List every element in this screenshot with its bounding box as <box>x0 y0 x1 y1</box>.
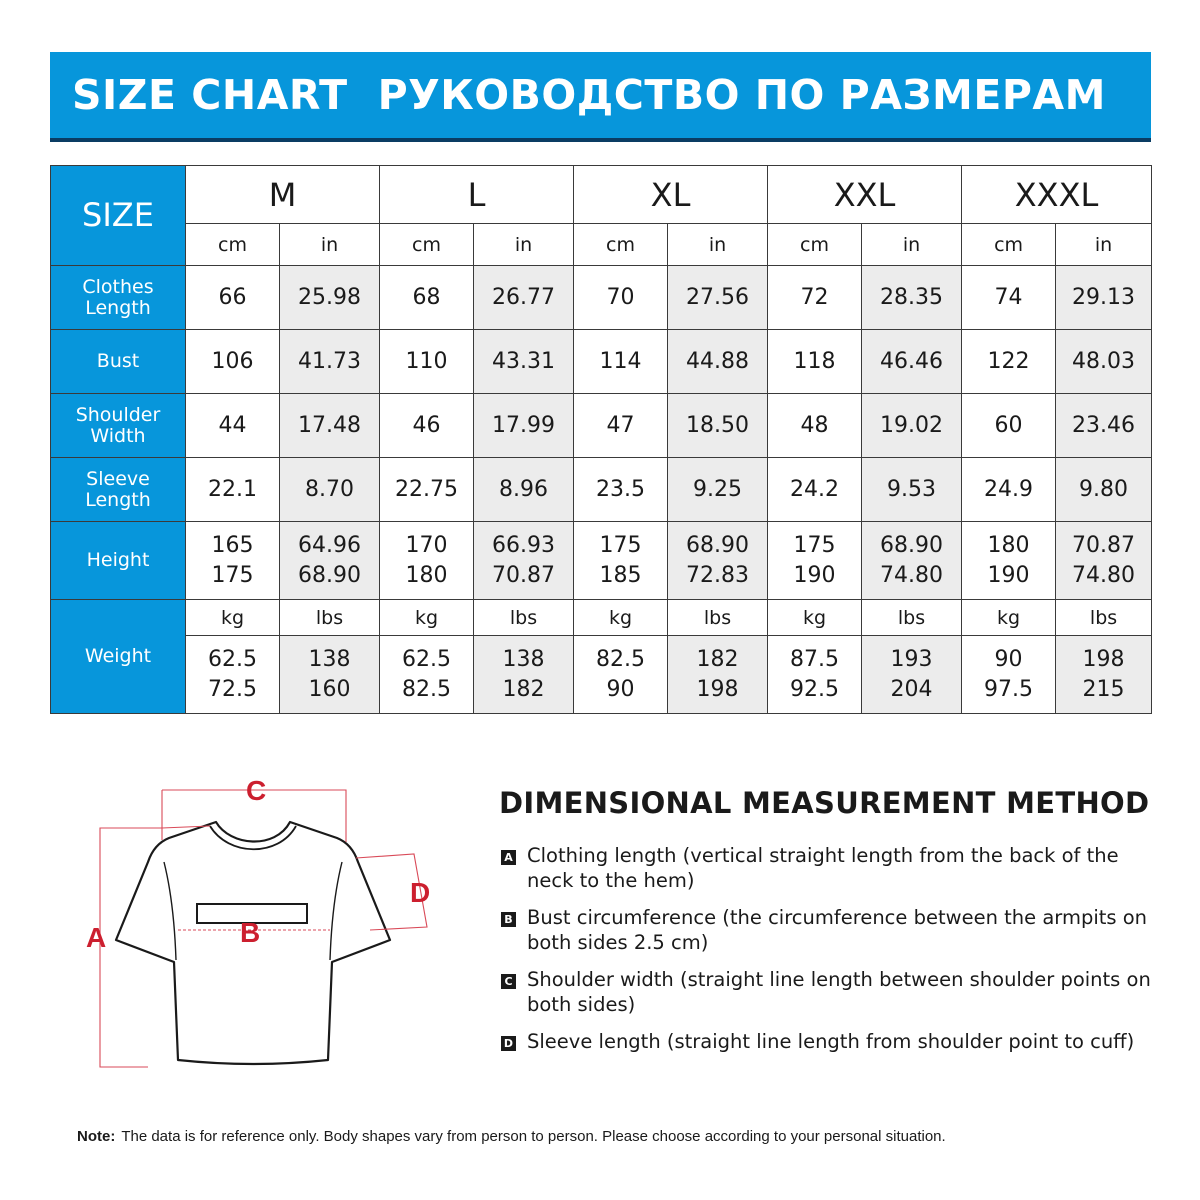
range-max: 215 <box>1082 676 1125 702</box>
row-label: Clothes Length <box>51 266 186 330</box>
value-cell: 19.02 <box>862 394 962 458</box>
range-max: 74.80 <box>880 562 944 588</box>
range-max: 182 <box>502 676 545 702</box>
value-cell: 48 <box>768 394 862 458</box>
range-max: 82.5 <box>402 676 451 702</box>
value-cell: 23.46 <box>1056 394 1152 458</box>
label-b: B <box>240 917 261 948</box>
range-min: 82.5 <box>596 646 646 672</box>
weight-range-cell <box>474 636 574 714</box>
height-range-cell <box>280 522 380 600</box>
range-max: 180 <box>405 562 448 588</box>
value-cell: 9.80 <box>1056 458 1152 522</box>
value-cell: 60 <box>962 394 1056 458</box>
value-cell: 17.48 <box>280 394 380 458</box>
height-range-cell <box>862 522 962 600</box>
method-item-b <box>501 905 1151 955</box>
range-min: 165 <box>211 532 254 558</box>
value-cell: 66 <box>186 266 280 330</box>
range-min: 66.93 <box>492 532 556 558</box>
range-max: 185 <box>599 562 642 588</box>
height-range-cell <box>768 522 862 600</box>
range-min: 64.96 <box>298 532 361 558</box>
height-range-cell <box>474 522 574 600</box>
value-cell: 110 <box>380 330 474 394</box>
label-d: D <box>410 877 431 908</box>
badge-b: B <box>501 912 516 927</box>
value-cell: 9.53 <box>862 458 962 522</box>
unit-cell: kg <box>380 600 474 636</box>
unit-cell: kg <box>186 600 280 636</box>
value-cell: 68 <box>380 266 474 330</box>
label-c: C <box>246 775 267 806</box>
height-range-cell <box>962 522 1056 600</box>
range-min: 87.5 <box>790 646 840 672</box>
unit-cell: lbs <box>668 600 768 636</box>
size-table <box>50 165 1152 714</box>
method-item-a <box>501 843 1151 893</box>
range-min: 68.90 <box>880 532 944 558</box>
unit-cell: lbs <box>280 600 380 636</box>
range-max: 92.5 <box>790 676 840 702</box>
height-row <box>51 522 1152 600</box>
tshirt-diagram <box>70 770 460 1090</box>
size-xxl: XXL <box>768 166 962 224</box>
row-label: Bust <box>51 330 186 394</box>
size-m: M <box>186 166 380 224</box>
weight-range-cell <box>1056 636 1152 714</box>
note-text: The data is for reference only. Body shapes vary from person to person. Please choose according to your personal situation. <box>121 1128 946 1145</box>
badge-d: D <box>501 1036 516 1051</box>
range-max: 190 <box>987 562 1030 588</box>
row-label: Shoulder Width <box>51 394 186 458</box>
range-min: 198 <box>1082 646 1125 672</box>
range-min: 68.90 <box>686 532 750 558</box>
range-min: 180 <box>987 532 1030 558</box>
height-range-cell <box>574 522 668 600</box>
value-cell: 43.31 <box>474 330 574 394</box>
range-min: 182 <box>696 646 739 672</box>
title-banner <box>50 52 1151 142</box>
value-cell: 23.5 <box>574 458 668 522</box>
unit-cell: in <box>1056 224 1152 266</box>
size-header-row <box>51 166 1152 224</box>
range-min: 170 <box>405 532 448 558</box>
title-russian: РУКОВОДСТВО ПО РАЗМЕРАМ <box>377 71 1106 119</box>
unit-cell: cm <box>186 224 280 266</box>
value-cell: 22.75 <box>380 458 474 522</box>
value-cell: 9.25 <box>668 458 768 522</box>
value-cell: 72 <box>768 266 862 330</box>
unit-cell: kg <box>962 600 1056 636</box>
range-max: 160 <box>308 676 351 702</box>
row-label-weight: Weight <box>51 600 186 714</box>
weight-range-cell <box>574 636 668 714</box>
method-item-d <box>501 1029 1151 1054</box>
value-cell: 122 <box>962 330 1056 394</box>
badge-a: A <box>501 850 516 865</box>
range-max: 90 <box>606 676 635 702</box>
value-cell: 47 <box>574 394 668 458</box>
unit-cell: in <box>280 224 380 266</box>
weight-range-cell <box>668 636 768 714</box>
range-min: 70.87 <box>1072 532 1136 558</box>
value-cell: 41.73 <box>280 330 380 394</box>
range-max: 204 <box>890 676 933 702</box>
value-cell: 46.46 <box>862 330 962 394</box>
unit-cell: cm <box>574 224 668 266</box>
unit-cell: kg <box>768 600 862 636</box>
measurement-row <box>51 458 1152 522</box>
range-max: 97.5 <box>984 676 1034 702</box>
range-max: 72.83 <box>686 562 750 588</box>
height-range-cell <box>186 522 280 600</box>
range-min: 175 <box>599 532 642 558</box>
range-min: 138 <box>308 646 351 672</box>
range-max: 74.80 <box>1072 562 1136 588</box>
height-range-cell <box>380 522 474 600</box>
method-text-a: Clothing length (vertical straight length from the back of the neck to the hem) <box>527 844 1119 892</box>
height-range-cell <box>1056 522 1152 600</box>
method-text-d: Sleeve length (straight line length from shoulder point to cuff) <box>527 1030 1135 1053</box>
unit-cell: cm <box>380 224 474 266</box>
value-cell: 46 <box>380 394 474 458</box>
unit-cell: in <box>474 224 574 266</box>
measurement-row <box>51 394 1152 458</box>
range-min: 175 <box>793 532 836 558</box>
weight-range-cell <box>380 636 474 714</box>
value-cell: 8.96 <box>474 458 574 522</box>
value-cell: 26.77 <box>474 266 574 330</box>
range-max: 175 <box>211 562 254 588</box>
value-cell: 114 <box>574 330 668 394</box>
method-text-c: Shoulder width (straight line length between shoulder points on both sides) <box>527 968 1151 1016</box>
value-cell: 48.03 <box>1056 330 1152 394</box>
range-max: 72.5 <box>208 676 257 702</box>
value-cell: 22.1 <box>186 458 280 522</box>
value-cell: 106 <box>186 330 280 394</box>
range-min: 62.5 <box>402 646 451 672</box>
method-list <box>501 843 1151 1066</box>
value-cell: 28.35 <box>862 266 962 330</box>
weight-range-cell <box>186 636 280 714</box>
value-cell: 44 <box>186 394 280 458</box>
unit-cell: lbs <box>474 600 574 636</box>
row-label-height: Height <box>51 522 186 600</box>
range-max: 198 <box>696 676 739 702</box>
value-cell: 74 <box>962 266 1056 330</box>
range-max: 190 <box>793 562 836 588</box>
row-label: Sleeve Length <box>51 458 186 522</box>
badge-c: C <box>501 974 516 989</box>
range-max: 70.87 <box>492 562 556 588</box>
size-label: SIZE <box>51 166 186 266</box>
weight-range-cell <box>962 636 1056 714</box>
value-cell: 44.88 <box>668 330 768 394</box>
method-text-b: Bust circumference (the circumference between the armpits on both sides 2.5 cm) <box>527 906 1148 954</box>
measurement-row <box>51 266 1152 330</box>
note-label: Note: <box>77 1128 116 1145</box>
unit-cell: cm <box>962 224 1056 266</box>
size-xxxl: XXXL <box>962 166 1152 224</box>
range-max: 68.90 <box>298 562 361 588</box>
range-min: 193 <box>890 646 933 672</box>
value-cell: 27.56 <box>668 266 768 330</box>
value-cell: 24.9 <box>962 458 1056 522</box>
height-range-cell <box>668 522 768 600</box>
label-a: A <box>86 922 107 953</box>
weight-range-cell <box>862 636 962 714</box>
value-cell: 118 <box>768 330 862 394</box>
method-title: DIMENSIONAL MEASUREMENT METHOD <box>499 786 1150 820</box>
value-cell: 25.98 <box>280 266 380 330</box>
unit-cell: lbs <box>862 600 962 636</box>
size-l: L <box>380 166 574 224</box>
range-min: 90 <box>994 646 1023 672</box>
weight-range-cell <box>280 636 380 714</box>
range-min: 62.5 <box>208 646 257 672</box>
method-item-c <box>501 967 1151 1017</box>
weight-range-cell <box>768 636 862 714</box>
unit-row <box>51 224 1152 266</box>
range-min: 138 <box>502 646 545 672</box>
unit-cell: in <box>862 224 962 266</box>
value-cell: 18.50 <box>668 394 768 458</box>
value-cell: 17.99 <box>474 394 574 458</box>
value-cell: 29.13 <box>1056 266 1152 330</box>
size-xl: XL <box>574 166 768 224</box>
weight-row <box>51 636 1152 714</box>
value-cell: 70 <box>574 266 668 330</box>
title-english: SIZE CHART <box>72 71 348 119</box>
unit-cell: in <box>668 224 768 266</box>
unit-cell: cm <box>768 224 862 266</box>
footer-note <box>77 1128 946 1145</box>
weight-unit-row <box>51 600 1152 636</box>
unit-cell: kg <box>574 600 668 636</box>
unit-cell: lbs <box>1056 600 1152 636</box>
measurement-row <box>51 330 1152 394</box>
value-cell: 24.2 <box>768 458 862 522</box>
value-cell: 8.70 <box>280 458 380 522</box>
